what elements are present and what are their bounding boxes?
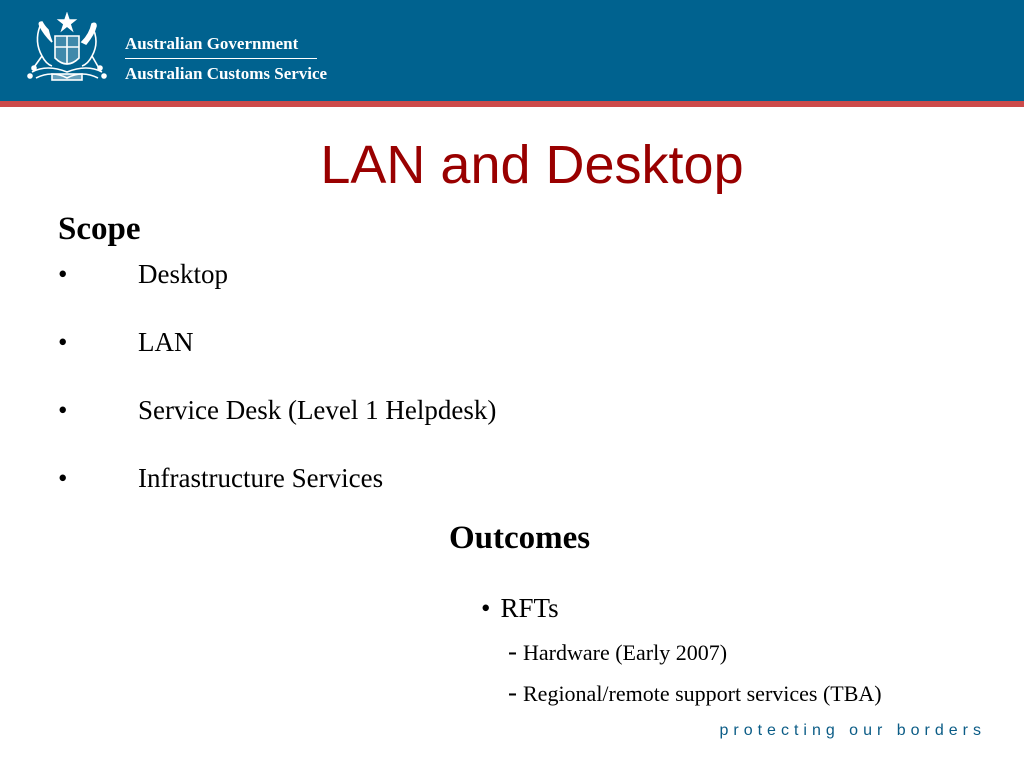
coat-of-arms-icon xyxy=(22,12,112,88)
tagline: protecting our borders xyxy=(719,722,986,739)
slide-title: LAN and Desktop xyxy=(320,135,744,195)
header-rule xyxy=(0,101,1024,107)
government-name: Australian Government xyxy=(125,34,299,53)
bullet: • xyxy=(58,259,68,289)
dash: - xyxy=(508,677,517,707)
outcome-subitem-label: Regional/remote support services (TBA) xyxy=(523,681,882,706)
dash: - xyxy=(508,636,517,666)
bullet: • xyxy=(58,327,68,357)
bullet: • xyxy=(58,395,68,425)
outcome-subitem-hardware xyxy=(508,636,727,668)
bullet: • xyxy=(481,593,491,623)
header-divider xyxy=(125,58,317,59)
outcome-subitem-regional xyxy=(508,677,882,709)
outcome-item-rfts xyxy=(481,590,559,626)
scope-item-label: Infrastructure Services xyxy=(138,463,384,493)
outcomes-heading: Outcomes xyxy=(449,520,591,556)
scope-heading: Scope xyxy=(58,211,141,247)
bullet: • xyxy=(58,463,68,493)
header-banner xyxy=(0,0,1024,101)
outcome-item-label: RFTs xyxy=(500,593,559,623)
scope-item-label: LAN xyxy=(138,327,194,357)
scope-item-label: Service Desk (Level 1 Helpdesk) xyxy=(138,395,497,425)
scope-item-label: Desktop xyxy=(138,259,228,289)
agency-name: Australian Customs Service xyxy=(125,64,328,83)
outcome-subitem-label: Hardware (Early 2007) xyxy=(523,640,728,665)
